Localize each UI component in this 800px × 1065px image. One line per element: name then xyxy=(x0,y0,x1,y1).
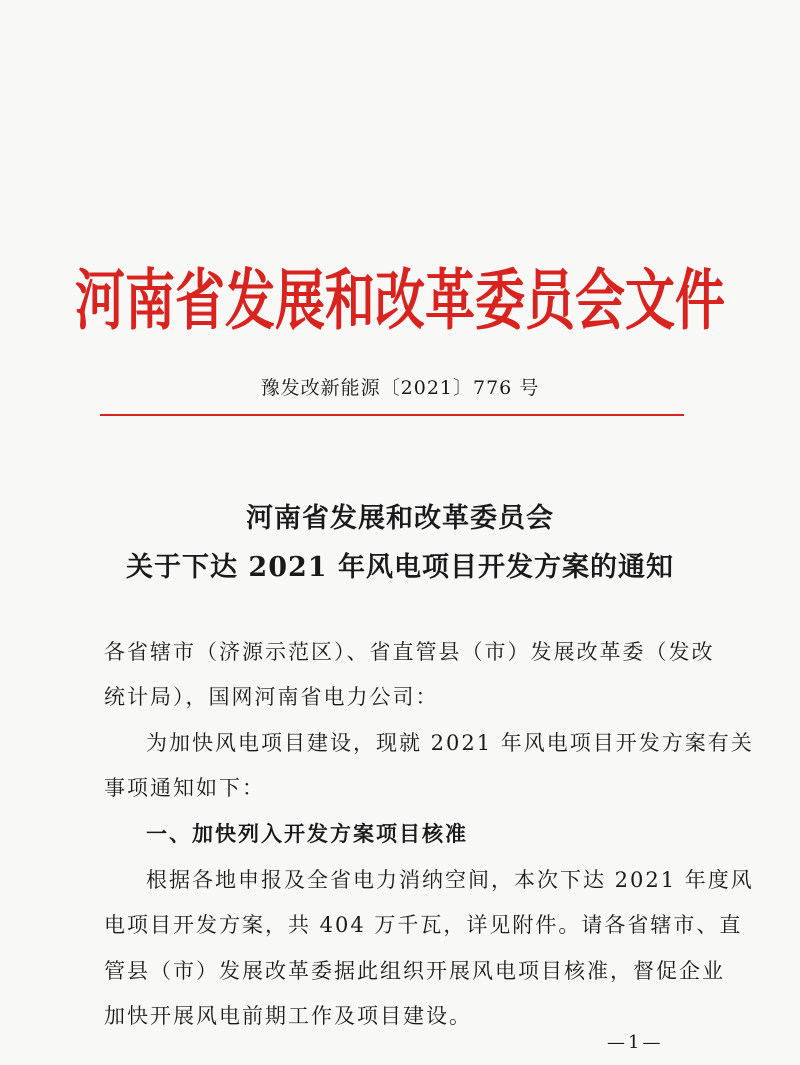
issuing-organization-title: 河南省发展和改革委员会文件 xyxy=(75,261,725,340)
body-text-line: 各省辖市（济源示范区）、省直管县（市）发展改革委（发改 xyxy=(104,640,715,664)
notice-title-line-2: 关于下达 2021 年风电项目开发方案的通知 xyxy=(126,552,674,583)
body-text-line: 加快开展风电前期工作及项目建设。 xyxy=(104,1004,472,1028)
body-text-line: 为加快风电项目建设，现就 2021 年风电项目开发方案有关 xyxy=(146,731,754,755)
document-number: 豫发改新能源〔2021〕776 号 xyxy=(260,377,540,399)
body-text-line: 事项通知如下： xyxy=(104,776,265,800)
red-separator-line xyxy=(100,414,684,416)
section-heading: 一、加快列入开发方案项目核准 xyxy=(146,821,468,846)
page-number: —1— xyxy=(607,1032,664,1053)
notice-title-line-1: 河南省发展和改革委员会 xyxy=(246,503,554,534)
body-text-line: 根据各地申报及全省电力消纳空间，本次下达 2021 年度风 xyxy=(146,868,754,892)
body-text-line: 统计局），国网河南省电力公司： xyxy=(104,685,439,709)
body-text-line: 管县（市）发展改革委据此组织开展风电项目核准，督促企业 xyxy=(104,959,725,983)
body-text-line: 电项目开发方案，共 404 万千瓦，详见附件。请各省辖市、直 xyxy=(104,913,743,937)
